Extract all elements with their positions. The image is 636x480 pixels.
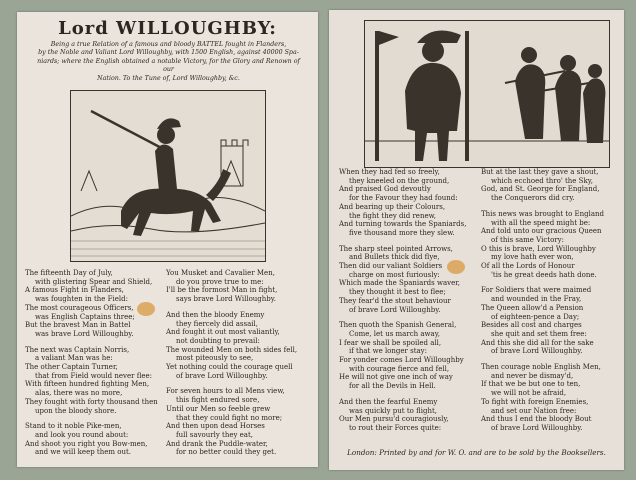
horseman-woodcut-icon xyxy=(70,90,266,262)
right-broadside-page xyxy=(329,10,624,470)
ballad-subtitle: Being a true Relation of a famous and bloody BATTEL fought in Flanders, by the Noble and Valiant Lord Willoughby, with 1500 English, against 40000 Spa- niards; where the English obtained a notable Victory, for the Glory and Renown of our Nation. To the Tune of, Lord Willoughby, &c. xyxy=(37,41,300,82)
printer-imprint: London: Printed by and for W. O. and are to be sold by the Booksellers. xyxy=(347,448,606,457)
library-stamp-icon xyxy=(447,260,465,274)
soldiers-woodcut-icon xyxy=(364,20,610,168)
left-column-2: You Musket and Cavalier Men, do you prove true to me: I'll be the formost Man in fight, says brave Lord Willoughby. And then the bloody Enemy they fiercely did assail, And fought it out most valiantly, not doubting to prevail: The wounded Men on both sides fell, most piteously to see, Yet nothing could the courage quell of brave Lord Willoughby. For seven hours to all Mens view, this fight endured sore, Until our Men so feeble grew that they could fight no more; And then upon dead Horses full savourly they eat, And drank the Puddle-water, for no better could they get. xyxy=(166,269,298,457)
left-column-1: The fifteenth Day of July, with glistering Spear and Shield, A famous Fight in Flanders, was foughten in the Field: The most courageous Officers, was English Captains three; But the bravest Man in Battel was brave Lord Willoughby. The next was Captain Norris, a valiant Man was he: The other Captain Turner, that from Field would never flee: With fifteen hundred fighting Men, alas, there was no more, They fought with forty thousand then upon the bloody shore. Stand to it noble Pike-men, and look you round about: And shoot you right you Bow-men, and we will keep them out. xyxy=(25,269,158,457)
right-column-2: But at the last they gave a shout, which ecchoed thro' the Sky, God, and St. George for England, the Conquerors did cry. This news was brought to England with all the speed might be: And told unto our gracious Queen of this same Victory: O this is brave, Lord Willoughby my love hath ever won, Of all the Lords of Honour 'tis he great deeds hath done. For Soldiers that were maimed and wounded in the Fray, The Queen allow'd a Pension of eighteen-pence a Day; Besides all cost and charges she quit and set them free: And this she did all for the sake of brave Lord Willoughby. Then courage noble English Men, and never be dismay'd, If that we be but one to ten, we will not be afraid, To fight with foreign Enemies, and set our Nation free: And thus I end the bloody Bout of brave Lord Willoughby. xyxy=(481,168,605,432)
left-broadside-page xyxy=(17,12,318,467)
ballad-title: Lord WILLOUGHBY: xyxy=(58,18,277,39)
library-stamp-icon xyxy=(137,302,155,316)
right-column-1: When they had fed so freely, they kneeled on the ground, And praised God devoutly for the Favour they had found: And bearing up their Colours, the fight they did renew, And turning towards the Spaniards, five thousand more they slew. The sharp steel pointed Arrows, and Bullets thick did flye, Then did our valiant Soldiers charge on most furiously: Which made the Spaniards waver, they thought it best to flee; They fear'd the stout behaviour of brave Lord Willoughby. Then quoth the Spanish General, Come, let us march away, I fear we shall be spoiled all, if that we longer stay: For yonder comes Lord Willoughby with courage fierce and fell, He will not give one inch of way for all the Devils in Hell. And then the fearful Enemy was quickly put to flight, Our Men pursu'd couragiously, to rout their Forces quite: xyxy=(339,168,467,432)
